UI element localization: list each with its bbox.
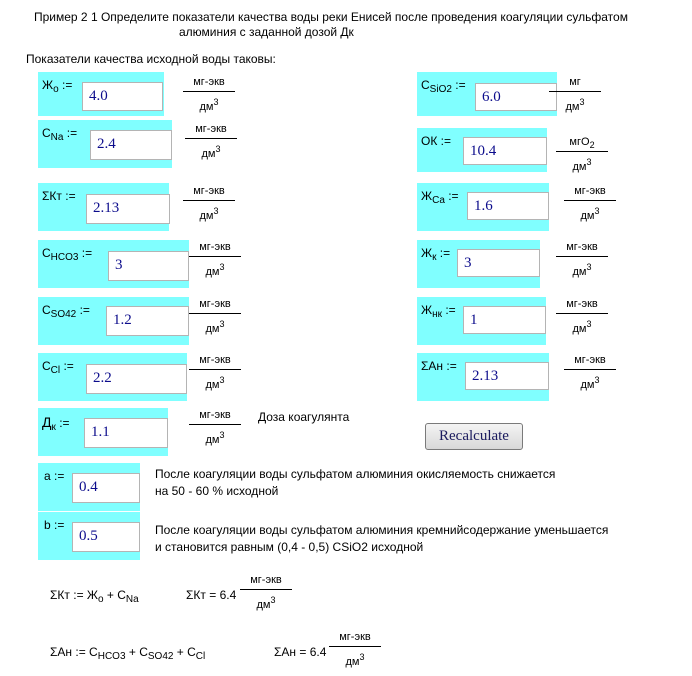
param-suman-label: ΣАн := [421,359,457,373]
param-zh0-region [38,72,164,116]
unit-sumkt: мг-экв $дм^3$ [179,184,239,218]
param-zhca-label: $Ж_{Ca}$ := [421,189,459,206]
param-b-input[interactable]: 0.5 [72,522,140,552]
dose-label: Доза коагулянта [258,410,350,424]
param-ccl-label: $C_{Cl}$ := [42,359,74,376]
param-suman-input[interactable]: 2.13 [465,362,549,390]
param-zhca-region [417,183,549,231]
unit-formula2: мг-экв $дм^3$ [325,630,385,664]
param-csio2-input[interactable]: 6.0 [475,83,557,111]
formula-suman-definition: ΣАн := $C_{HCO3} + C_{SO42} + C_{Cl}$ [50,645,206,662]
param-sumkt-label: ΣКт := [42,189,76,203]
param-dk-input[interactable]: 1.1 [84,418,168,448]
param-b-label: b := [44,518,65,532]
param-ok-label: ОК := [421,134,452,148]
param-ccl-input[interactable]: 2.2 [86,364,187,394]
param-zhnk-input[interactable]: 1 [463,306,546,334]
param-cna-input[interactable]: 2.4 [90,130,172,160]
unit-zh0: мг-экв $дм^3$ [179,75,239,109]
note-b-line-1: После коагуляции воды сульфатом алюминия кремнийсодержание уменьшается [155,523,609,537]
param-cna-label: $C_{Na}$ := [42,126,78,143]
formula-sumkt-result: ΣКт = 6.4 [186,588,237,602]
unit-formula1: мг-экв $дм^3$ [236,573,296,607]
param-ccl-region [38,353,187,401]
param-dk-label: $Д_к$ := [42,414,70,433]
header-line-2: алюминия с заданной дозой Дк [179,25,354,39]
unit-zhca: мг-экв $дм^3$ [560,184,620,218]
note-a-line-1: После коагуляции воды сульфатом алюминия окисляемость снижается [155,467,556,481]
header-line-1: Пример 2 1 Определите показатели качества воды реки Енисей после проведения коагуляции сульфатом [34,10,628,24]
param-chco3-region [38,240,189,288]
unit-cso42: мг-экв $дм^3$ [185,297,245,331]
param-sumkt-input[interactable]: 2.13 [86,194,170,224]
unit-ok: мгO$_2$ $дм^3$ [552,135,612,169]
unit-zhnk: мг-экв $дм^3$ [552,297,612,331]
param-sumkt-region [38,183,169,231]
unit-ccl: мг-экв $дм^3$ [185,353,245,387]
param-dk-region [38,408,168,456]
param-zhk-region [417,240,540,288]
unit-csio2: мг $дм^3$ [545,75,605,109]
param-ok-input[interactable]: 10.4 [463,137,547,165]
param-chco3-input[interactable]: 3 [108,251,189,281]
param-a-label: a := [44,469,65,483]
param-zhk-label: $Ж_к$ := [421,246,451,263]
unit-zhk: мг-экв $дм^3$ [552,240,612,274]
param-cso42-label: $C_{SO42}$ := [42,303,90,320]
formula-sumkt-definition: ΣКт := $Ж_o + C_{Na}$ [50,588,139,605]
unit-cna: мг-экв $дм^3$ [181,122,241,156]
unit-chco3: мг-экв $дм^3$ [185,240,245,274]
param-chco3-label: $C_{HCO3}$ := [42,246,93,263]
param-zhk-input[interactable]: 3 [457,249,540,277]
param-zh0-input[interactable]: 4.0 [82,82,163,111]
note-b-line-2: и становится равным (0,4 - 0,5) CSiO2 исходной [155,540,424,554]
param-cso42-region [38,297,189,345]
param-ok-region [417,128,547,172]
intro-text: Показатели качества исходной воды таковы: [26,52,276,66]
note-a-line-2: на 50 - 60 % исходной [155,484,279,498]
param-a-input[interactable]: 0.4 [72,473,140,503]
param-cso42-input[interactable]: 1.2 [106,306,189,336]
param-a-region [38,463,140,511]
param-suman-region [417,353,549,401]
param-b-region [38,512,140,560]
formula-suman-result: ΣАн = 6.4 [274,645,327,659]
unit-suman: мг-экв $дм^3$ [560,353,620,387]
param-zh0-label: $Ж_o$ := [42,78,73,95]
param-cna-region [38,120,172,168]
param-zhca-input[interactable]: 1.6 [467,192,549,220]
unit-dk: мг-экв $дм^3$ [185,408,245,442]
param-zhnk-label: $Ж_{нк}$ := [421,303,456,320]
param-csio2-region [417,72,557,116]
param-zhnk-region [417,297,546,345]
recalculate-button[interactable]: Recalculate [425,423,523,450]
param-csio2-label: $C_{SiO2}$ := [421,78,466,95]
